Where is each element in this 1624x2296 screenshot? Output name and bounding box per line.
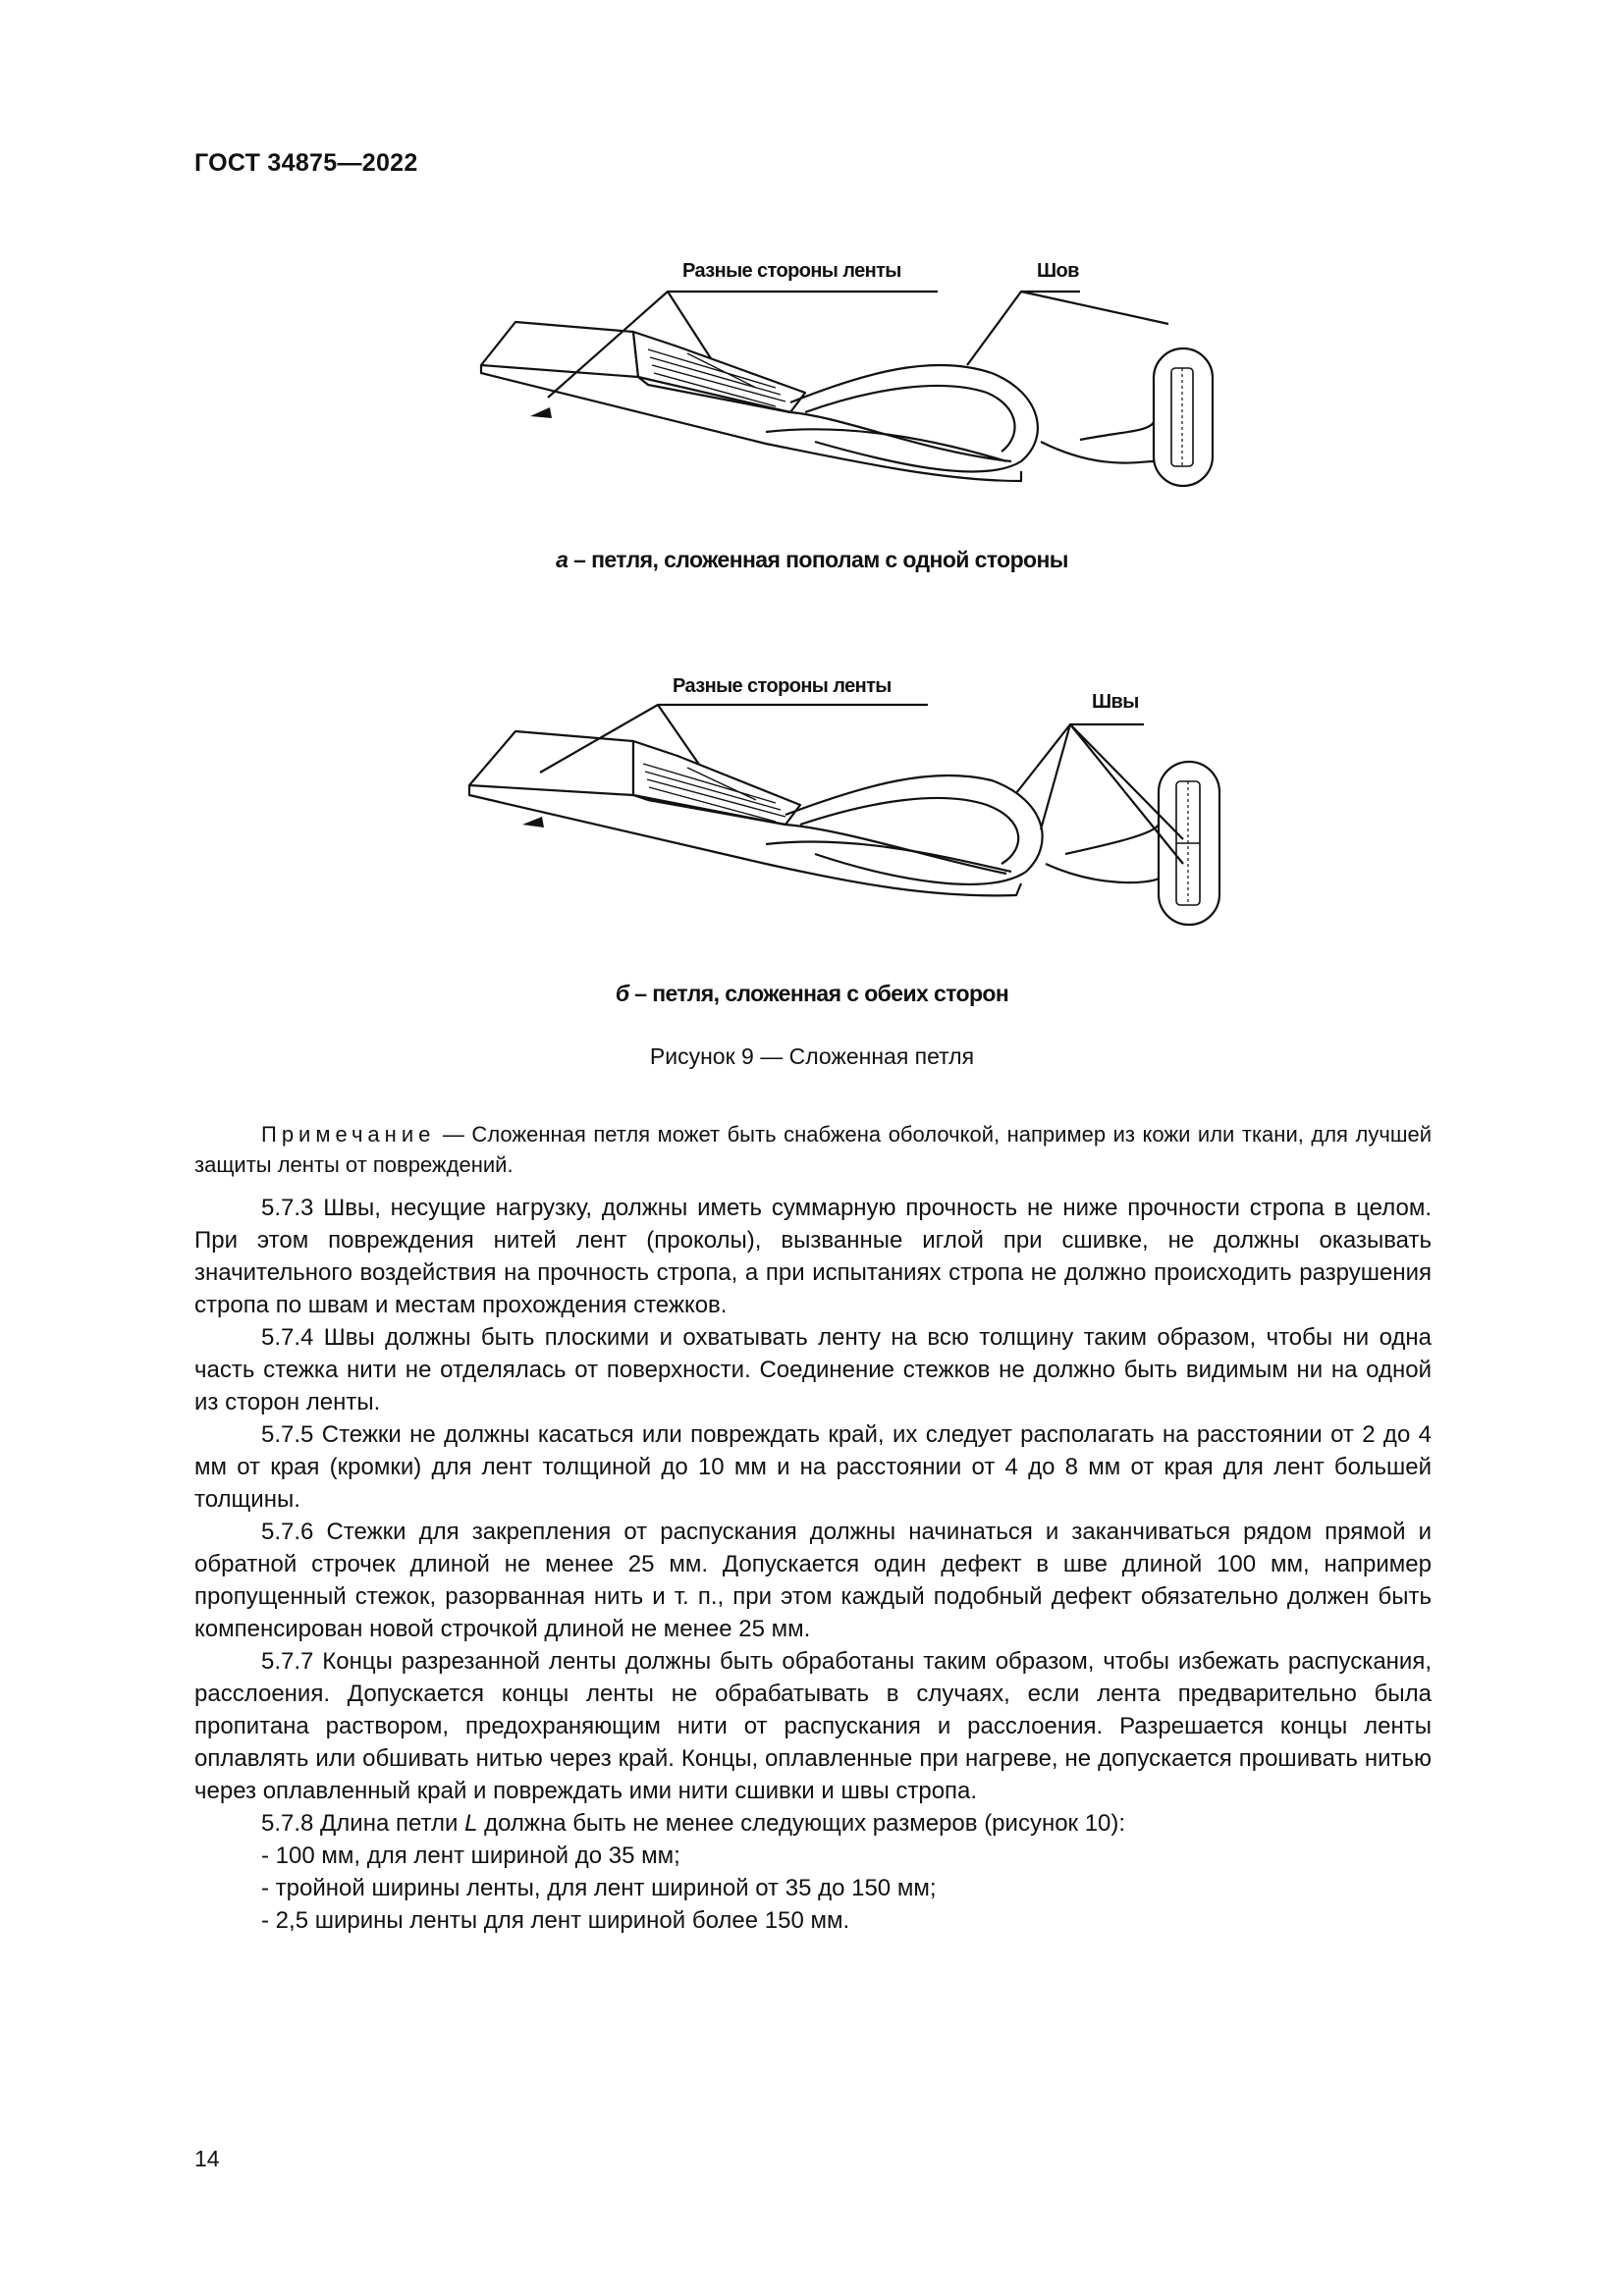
length-list (194, 1840, 1432, 1937)
label-seams-b: Швы (1092, 691, 1139, 713)
list-item: - 100 мм, для лент шириной до 35 мм; (261, 1840, 1432, 1872)
note (194, 1119, 1432, 1180)
label-seam-a: Шов (1037, 260, 1079, 282)
paragraph-5-7-5: 5.7.5 Стежки не должны касаться или повреждать край, их следует располагать на расстоянии от 2 до 4 мм от края (кромки) для лент толщиной до 10 мм и на расстоянии от 4 до 8 мм от края для лент большей толщины. (194, 1421, 1432, 1513)
paragraph-5-7-3: 5.7.3 Швы, несущие нагрузку, должны иметь суммарную прочность не ниже прочности стропа в целом. При этом повреждения нитей лент (проколы), вызванные иглой при сшивке, не должны оказывать значительного воздействия на прочность стропа, а при испытаниях стропа не должно происходить разрушения стропа по швам и местам прохождения стежков. (194, 1195, 1432, 1318)
figure-a-letter: а (556, 547, 568, 572)
page-number: 14 (194, 2146, 220, 2171)
note-lead: Примечание (261, 1122, 436, 1147)
paragraph-5-7-7: 5.7.7 Концы разрезанной ленты должны быть обработаны таким образом, чтобы избежать распускания, расслоения. Допускается концы ленты не обрабатывать в случаях, если лента предварительно была пропитана раствором, предохраняющим нити от распускания и расслоения. Разрешается концы ленты оплавлять или обшивать нитью через край. Концы, оплавленные при нагреве, не допускается прошивать нитью через оплавленный край и повреждать ими нити сшивки и швы стропа. (194, 1648, 1432, 1804)
label-sides-a: Разные стороны ленты (682, 260, 901, 282)
note-text: — Сложенная петля может быть снабжена оболочкой, например из кожи или ткани, для лучшей защиты ленты от повреждений. (194, 1122, 1432, 1177)
figure-a-drawing (0, 245, 1624, 540)
document-code-header: ГОСТ 34875—2022 (194, 149, 418, 177)
paragraph-5-7-4: 5.7.4 Швы должны быть плоскими и охватывать ленту на всю толщину таким образом, чтобы ни одна часть стежка нити не отделялась от поверхности. Соединение стежков не должно быть видимым ни на одной из сторон ленты. (194, 1324, 1432, 1415)
label-sides-b: Разные стороны ленты (673, 675, 892, 697)
paragraph-5-7-6: 5.7.6 Стежки для закрепления от распускания должны начинаться и заканчиваться рядом прямой и обратной строчек длиной не менее 25 мм. Допускается один дефект в шве длиной 100 мм, например пропущенный стежок, разорванная нить и т. п., при этом каждый подобный дефект обязательно должен быть компенсирован новой строчкой длиной не менее 25 мм. (194, 1519, 1432, 1642)
figure-title: Рисунок 9 — Сложенная петля (649, 1043, 975, 1069)
figure-b-drawing (0, 658, 1624, 952)
para-578-symbol: L (464, 1810, 478, 1837)
para-578-after: должна быть не менее следующих размеров (рисунок 10): (477, 1810, 1126, 1837)
figure-b-caption-text: – петля, сложенная с обеих сторон (628, 981, 1009, 1006)
list-item: - 2,5 ширины ленты для лент шириной более 150 мм. (261, 1904, 1432, 1937)
body-text (194, 1192, 1432, 1937)
figure-a-caption (0, 547, 1624, 573)
list-item: - тройной ширины ленты, для лент шириной от 35 до 150 мм; (261, 1872, 1432, 1904)
para-578-before: 5.7.8 Длина петли (261, 1810, 465, 1837)
paragraph-5-7-8 (194, 1807, 1432, 1840)
figure-b-letter: б (615, 981, 629, 1006)
figure-a-caption-text: – петля, сложенная пополам с одной стороны (568, 547, 1068, 572)
figure-b-caption (0, 981, 1624, 1007)
